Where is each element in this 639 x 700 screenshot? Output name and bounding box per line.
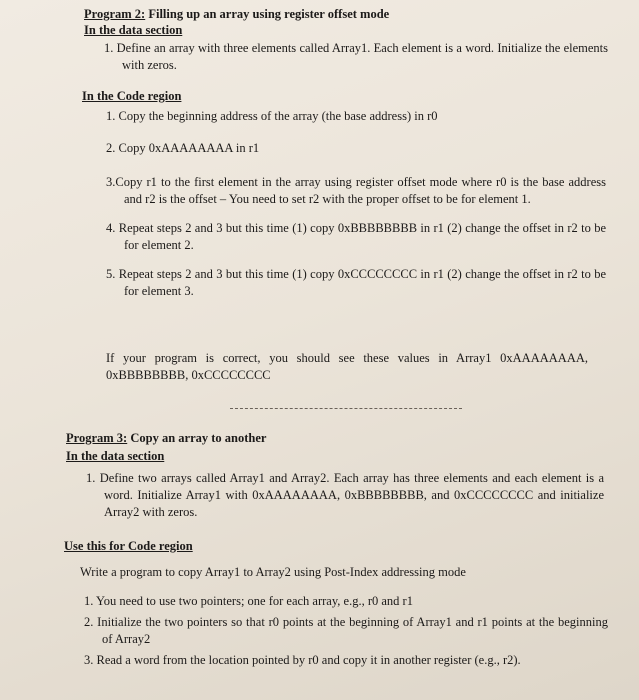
program3-heading (66, 430, 566, 447)
program3-data-item: 1. Define two arrays called Array1 and Array2. Each array has three elements and each element is a word. Initialize Array1 with 0xAAAAAAAA, 0xBBBBBBBB, and 0xCCCCCCCC and initialize Array2 with zeros. (86, 471, 604, 519)
program2-label: Program 2: (84, 7, 146, 21)
program2-heading (84, 6, 584, 23)
program3-title: Copy an array to another (127, 431, 267, 445)
program2-step-1: 1. Copy the beginning address of the array (the base address) in r0 (106, 109, 438, 123)
program3-step-1: 1. You need to use two pointers; one for each array, e.g., r0 and r1 (84, 594, 413, 608)
program2-code-region-heading: In the Code region (82, 89, 182, 103)
program3-instruction: Write a program to copy Array1 to Array2 using Post-Index addressing mode (80, 565, 466, 579)
program2-expected-values-note: If your program is correct, you should see these values in Array1 0xAAAAAAAA, 0xBBBBBBBB, 0xCCCCCCCC (106, 351, 588, 382)
program2-step-4: 4. Repeat steps 2 and 3 but this time (1) copy 0xBBBBBBBB in r1 (2) change the offset in r2 to be for element 2. (106, 221, 606, 252)
program2-title: Filling up an array using register offset mode (145, 7, 390, 21)
program3-label: Program 3: (66, 431, 128, 445)
program3-code-region-heading: Use this for Code region (64, 539, 193, 553)
program2-step-2: 2. Copy 0xAAAAAAAA in r1 (106, 141, 260, 155)
program2-step-5: 5. Repeat steps 2 and 3 but this time (1) copy 0xCCCCCCCC in r1 (2) change the offset in r2 to be for element 3. (106, 267, 606, 298)
program2-step-3: 3.Copy r1 to the first element in the array using register offset mode where r0 is the base address and r2 is the offset – You need to set r2 with the proper offset to be for element 1. (106, 175, 606, 206)
program3-step-2: 2. Initialize the two pointers so that r0 points at the beginning of Array1 and r1 points at the beginning of Array2 (84, 615, 608, 646)
section-divider (230, 408, 462, 409)
program3-data-section-heading: In the data section (66, 449, 165, 463)
program3-step-3: 3. Read a word from the location pointed by r0 and copy it in another register (e.g., r2). (84, 653, 521, 667)
program2-data-item: 1. Define an array with three elements called Array1. Each element is a word. Initialize the elements with zeros. (104, 41, 608, 72)
program2-data-section-heading: In the data section (84, 23, 183, 37)
